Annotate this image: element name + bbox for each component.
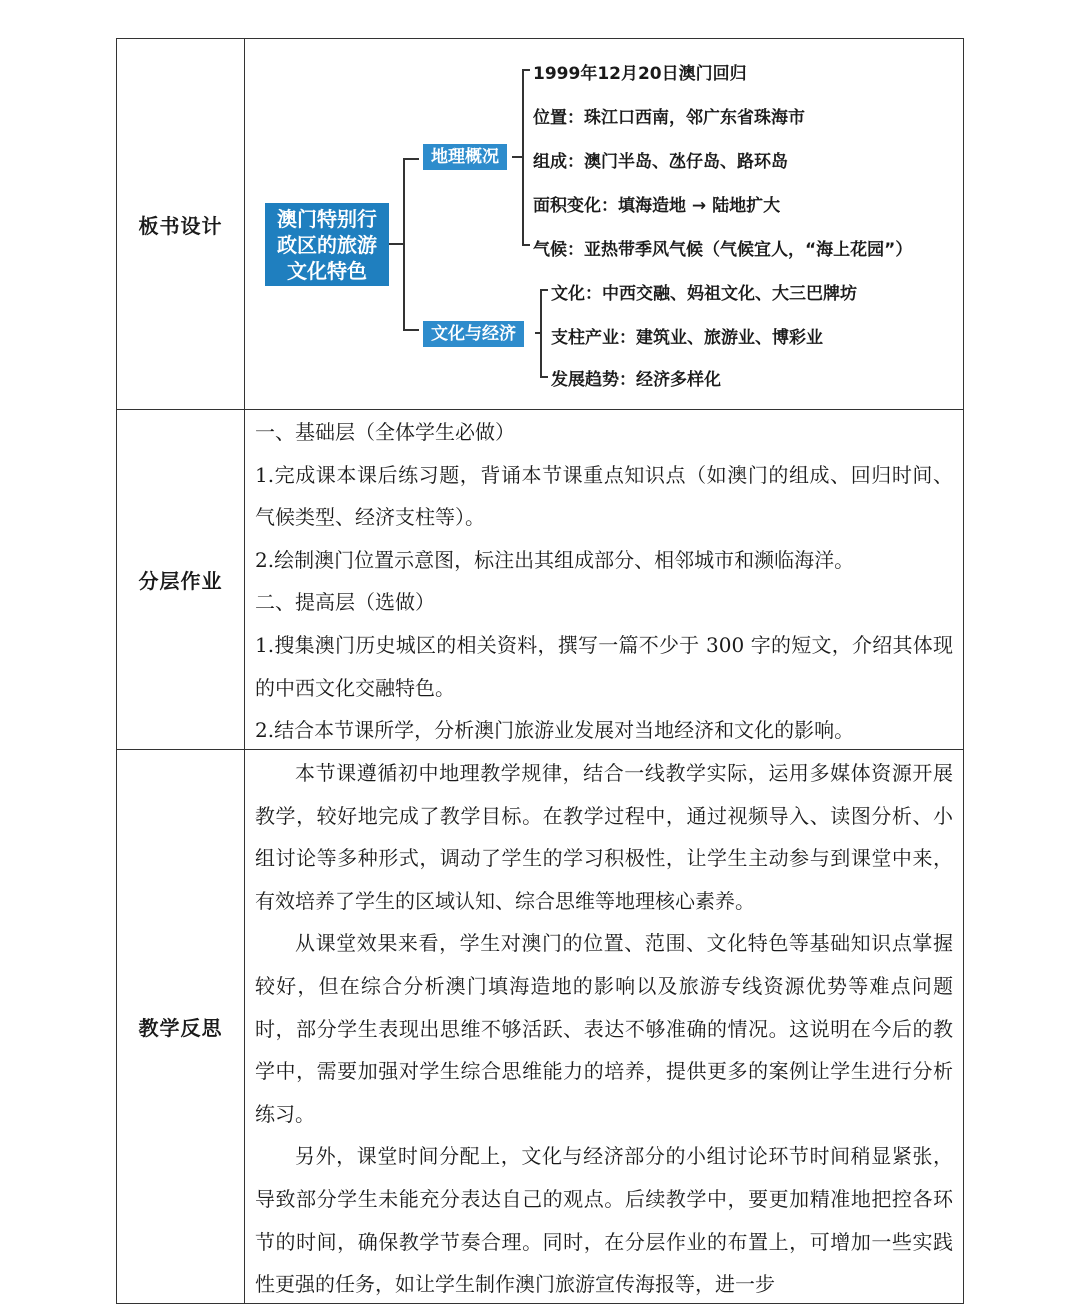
geo-item-climate: 气候：亚热带季风气候（气候宜人，“海上花园”）	[533, 240, 913, 260]
homework-heading-basic: 一、基础层（全体学生必做）	[255, 420, 515, 444]
reflection-row	[117, 750, 963, 1303]
geo-item-location: 位置：珠江口西南，邻广东省珠海市	[533, 108, 805, 128]
homework-content	[245, 410, 963, 749]
board-design-row	[117, 39, 963, 410]
board-design-label: 板书设计	[117, 39, 245, 409]
reflection-content	[245, 750, 963, 1303]
homework-text	[255, 411, 953, 752]
culture-item-trend: 发展趋势：经济多样化	[551, 370, 721, 390]
reflection-paragraph-3: 另外，课堂时间分配上，文化与经济部分的小组讨论环节时间稍显紧张，导致部分学生未能充分表达自己的观点。后续教学中，要更加精准地把控各环节的时间，确保教学节奏合理。同时，在分层作业的布置上，可增加一些实践性更强的任务，如让学生制作澳门旅游宣传海报等，进一步	[255, 1144, 953, 1297]
reflection-paragraph-2: 从课堂效果来看，学生对澳门的位置、范围、文化特色等基础知识点掌握较好，但在综合分析澳门填海造地的影响以及旅游专线资源优势等难点问题时，部分学生表现出思维不够活跃、表达不够准确的情况。这说明在今后的教学中，需要加强对学生综合思维能力的培养，提供更多的案例让学生进行分析练习。	[255, 931, 953, 1126]
board-design-content	[245, 39, 963, 409]
mind-map-topic: 澳门特别行政区的旅游文化特色	[265, 203, 389, 286]
reflection-text	[255, 752, 953, 1303]
homework-basic-item-2: 2.绘制澳门位置示意图，标注出其组成部分、相邻城市和濒临海洋。	[255, 547, 855, 572]
homework-advanced-item-1: 1.搜集澳门历史城区的相关资料，撰写一篇不少于 300 字的短文，介绍其体现的中西文化交融特色。	[255, 632, 953, 700]
homework-advanced-item-2: 2.结合本节课所学，分析澳门旅游业发展对当地经济和文化的影响。	[255, 718, 855, 743]
reflection-paragraph-1: 本节课遵循初中地理教学规律，结合一线教学实际，运用多媒体资源开展教学，较好地完成了教学目标。在教学过程中，通过视频导入、读图分析、小组讨论等多种形式，调动了学生的学习积极性，让学生主动参与到课堂中来，有效培养了学生的区域认知、综合思维等地理核心素养。	[255, 761, 953, 913]
culture-item-industry: 支柱产业：建筑业、旅游业、博彩业	[551, 328, 823, 348]
geo-item-composition: 组成：澳门半岛、氹仔岛、路环岛	[533, 152, 788, 172]
reflection-label: 教学反思	[117, 750, 245, 1303]
geo-item-area: 面积变化：填海造地 → 陆地扩大	[533, 196, 781, 216]
geo-item-return: 1999年12月20日澳门回归	[533, 64, 747, 84]
branch-geography: 地理概况	[423, 144, 507, 170]
lesson-table	[116, 38, 964, 1304]
culture-item-culture: 文化：中西交融、妈祖文化、大三巴牌坊	[551, 284, 857, 304]
mind-map	[245, 39, 963, 408]
homework-label: 分层作业	[117, 410, 245, 749]
homework-heading-advanced: 二、提高层（选做）	[255, 590, 435, 615]
homework-basic-item-1: 1.完成课本课后练习题，背诵本节课重点知识点（如澳门的组成、回归时间、气候类型、经济支柱等）。	[255, 462, 953, 530]
branch-culture-economy: 文化与经济	[423, 321, 524, 347]
homework-row	[117, 410, 963, 750]
